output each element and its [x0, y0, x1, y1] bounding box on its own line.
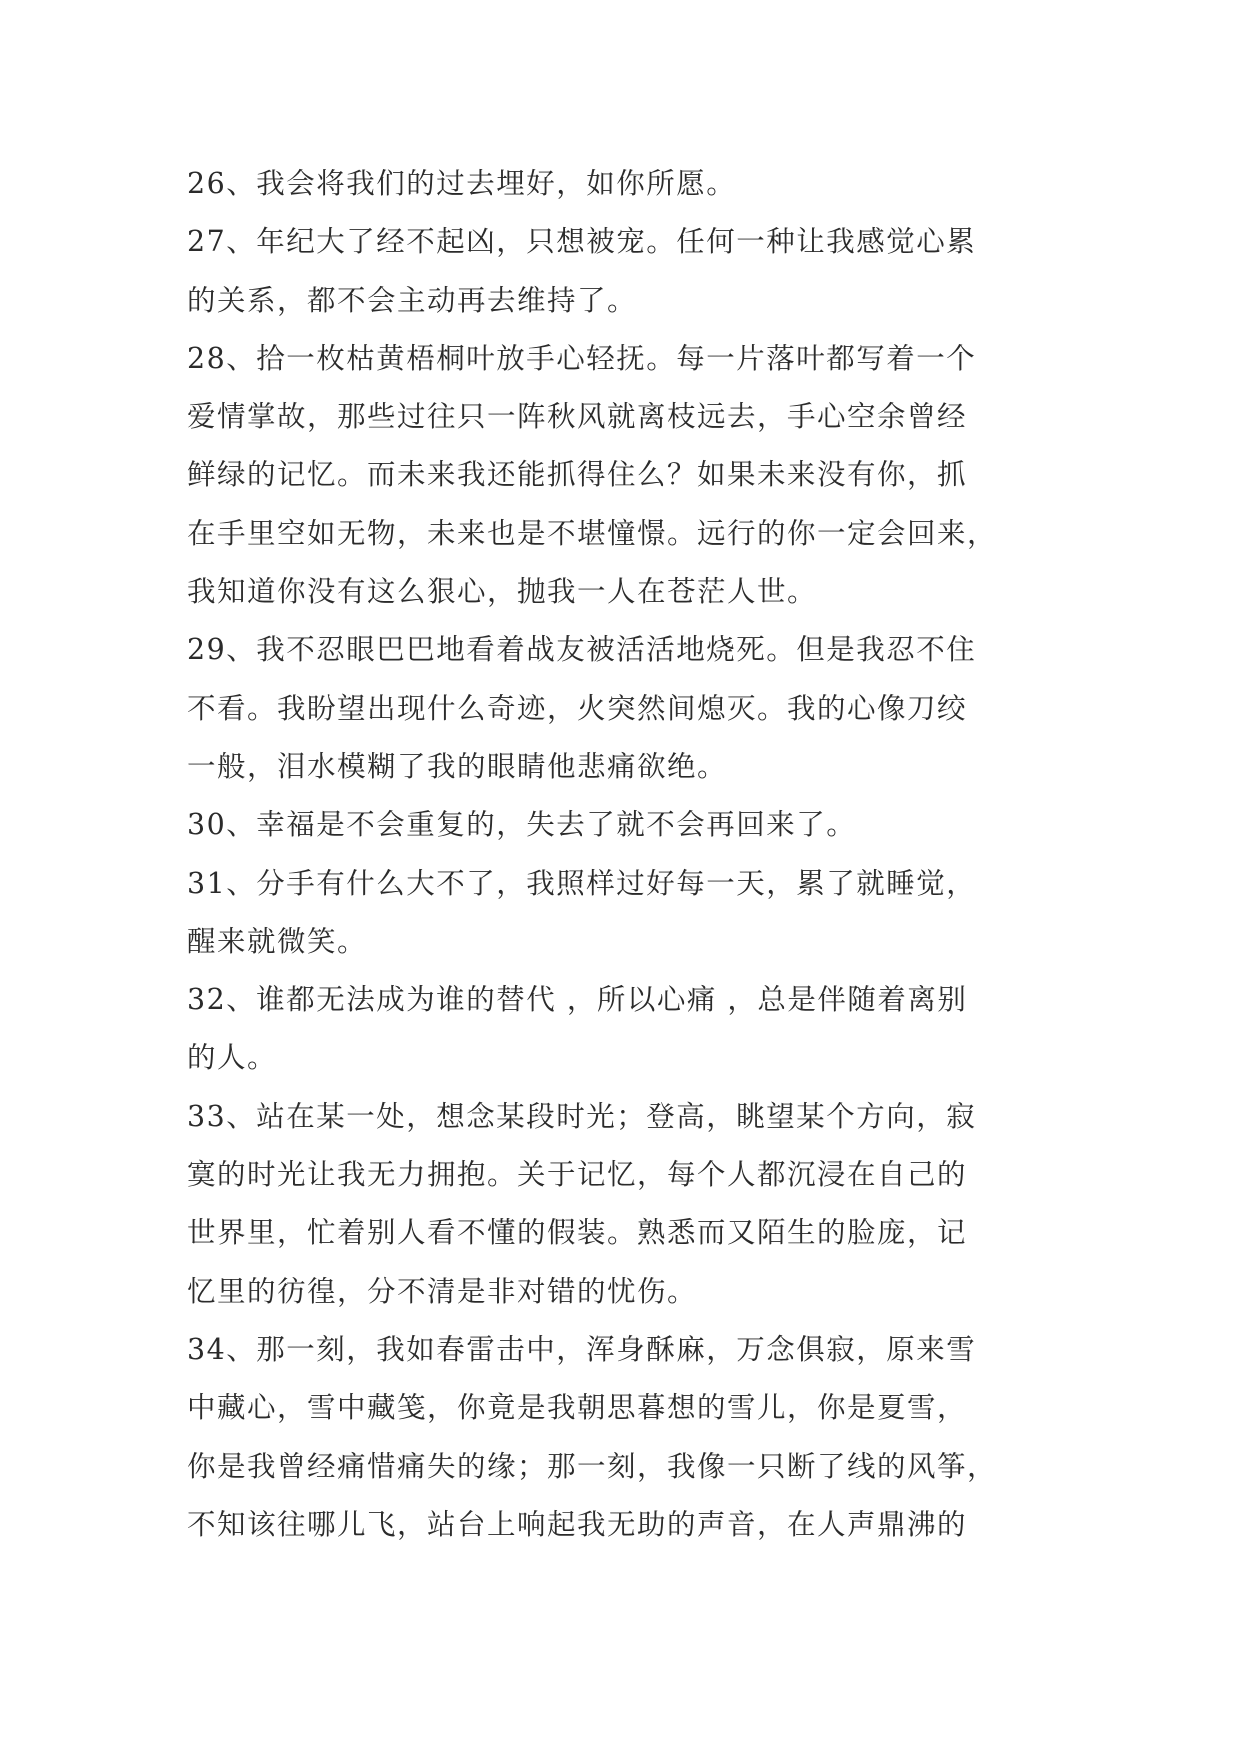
text-line: 的关系，都不会主动再去维持了。 — [187, 283, 638, 317]
text-line: 不知该往哪儿飞，站台上响起我无助的声音，在人声鼎沸的 — [187, 1507, 968, 1541]
text-line: 32、谁都无法成为谁的替代 ，所以心痛 ，总是伴随着离别 — [187, 983, 968, 1017]
text-line: 30、幸福是不会重复的，失去了就不会再回来了。 — [187, 808, 857, 842]
text-line: 不看。我盼望出现什么奇迹，火突然间熄灭。我的心像刀绞 — [187, 691, 968, 725]
text-line: 26、我会将我们的过去埋好，如你所愿。 — [187, 167, 737, 200]
text-line: 鲜绿的记忆。而未来我还能抓得住么？如果未来没有你，抓 — [187, 458, 968, 492]
text-line: 在手里空如无物，未来也是不堪憧憬。远行的你一定会回来， — [187, 516, 998, 550]
text-line: 34、那一刻，我如春雷击中，浑身酥麻，万念俱寂，原来雪 — [187, 1332, 977, 1366]
text-line: 忆里的彷徨，分不清是非对错的忧伤。 — [187, 1274, 698, 1308]
text-line: 爱情掌故，那些过往只一阵秋风就离枝远去，手心空余曾经 — [187, 400, 968, 434]
document-body — [187, 155, 1067, 1554]
text-line: 醒来就微笑。 — [187, 924, 368, 958]
text-line: 的人。 — [187, 1041, 278, 1075]
text-line: 28、拾一枚枯黄梧桐叶放手心轻抚。每一片落叶都写着一个 — [187, 341, 977, 375]
text-line: 31、分手有什么大不了，我照样过好每一天，累了就睡觉， — [187, 866, 977, 900]
text-line: 27、年纪大了经不起凶，只想被宠。任何一种让我感觉心累 — [187, 225, 977, 259]
text-line: 寞的时光让我无力拥抱。关于记忆，每个人都沉浸在自己的 — [187, 1158, 968, 1192]
text-line: 中藏心，雪中藏笺，你竟是我朝思暮想的雪儿，你是夏雪， — [187, 1391, 968, 1425]
text-line: 世界里，忙着别人看不懂的假装。熟悉而又陌生的脸庞，记 — [187, 1216, 968, 1250]
text-line: 一般，泪水模糊了我的眼睛他悲痛欲绝。 — [187, 749, 728, 783]
text-line: 我知道你没有这么狠心，抛我一人在苍茫人世。 — [187, 575, 818, 609]
text-line: 33、站在某一处，想念某段时光；登高，眺望某个方向，寂 — [187, 1099, 977, 1133]
text-line: 你是我曾经痛惜痛失的缘；那一刻，我像一只断了线的风筝， — [187, 1449, 998, 1483]
text-line: 29、我不忍眼巴巴地看着战友被活活地烧死。但是我忍不住 — [187, 633, 977, 667]
